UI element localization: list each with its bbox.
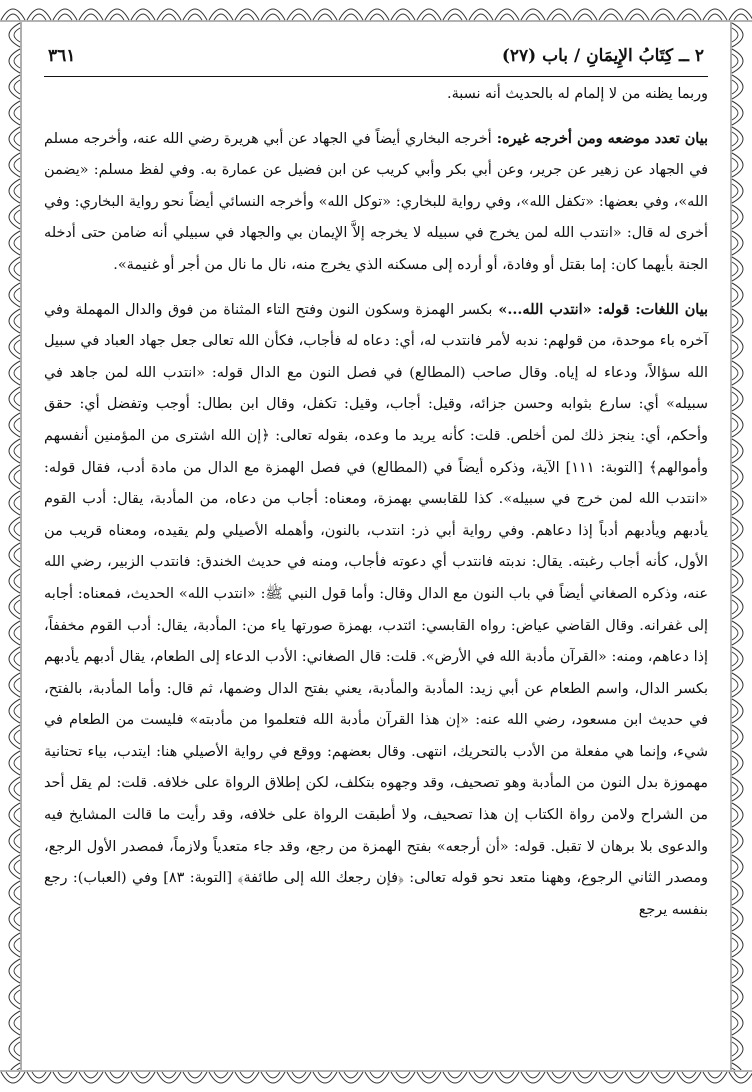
paragraph-text: وربما يظنه من لا إلمام له بالحديث أنه نسبة. — [447, 86, 708, 102]
paragraph-lexicon — [44, 294, 708, 927]
section-heading-lexicon: بيان اللغات: قوله: «انتدب الله...» — [492, 300, 708, 318]
paragraph-continuation — [44, 79, 708, 111]
body-text — [44, 77, 708, 926]
running-title: ٢ ــ كِتَابُ الإِيمَانِ / باب (٢٧) — [501, 46, 704, 66]
page-number: ٣٦١ — [48, 46, 76, 66]
page-header — [44, 46, 708, 77]
paragraph-text: أخرجه البخاري أيضاً في الجهاد عن أبي هريرة رضي الله عنه، وأخرجه مسلم في الجهاد عن زهير عن جرير، وعن أبي بكر وأبي كريب عن ابن فضيل عن عمارة به. وفي لفظ مسلم: «يضمن الله»، وفي بعضها: «تكفل الله»، وفي رواية للبخاري: «توكل الله» وأخرجه النسائي أيضاً نحو رواية البخاري: وفي أخرى له قال: «انتدب الله لمن يخرج في سبيله لا يخرجه إلاَّ الإيمان بي والجهاد في سبيلي أنه ضامن حتى أدخله الجنة بأيهما كان: إما بقتل أو وفادة، أو أرده إلى مسكنه الذي يخرج منه، نال ما نال من أجر أو غنيمة». — [44, 130, 708, 273]
decorative-border-bottom — [0, 1070, 752, 1092]
decorative-border-left — [0, 22, 22, 1070]
section-heading-sources: بيان تعدد موضعه ومن أخرجه غيره: — [491, 129, 708, 147]
decorative-border-top — [0, 0, 752, 22]
paragraph-text: بكسر الهمزة وسكون النون وفتح التاء المثناة من فوق والدال المهملة وفي آخره باء موحدة، من قولهم: ندبه لأمر فانتدب له، أي: دعاه له فأجاب، فكأن الله تعالى جعل جهاد العباد في سبيل الله سؤالاً، ودعاء له إياه. وقال صاحب (المطالع) في فصل النون مع الدال قوله: «انتدب الله لمن جاهد في سبيله» أي: سارع بثوابه وحسن جزائه، وقيل: أجاب، وقيل: تكفل، وقال ابن بطال: أوجب وتفضل أي: حقق وأحكم، أي: ينجز ذلك لمن أخلص. قلت: كأنه يريد ما وعده، بقوله تعالى: ﴿إن الله اشترى من المؤمنين أنفسهم وأموالهم﴾ [التوبة: ١١١] الآية، وذكره أيضاً في (المطالع) في فصل الهمزة مع الدال من مادة أدب، فقال قوله: «انتدب الله لمن خرج في سبيله». كذا للقابسي بهمزة، ومعناه: أجاب من دعاه، من المأدبة، يقال: أدب القوم يأدبهم ويأدبهم أدباً إذا دعاهم. وفي رواية أبي ذر: انتدب، بالنون، وأهمله الأصيلي ولم يقيده، ومعناه قريب من الأول، كأنه أجاب رغبته. يقال: ندبته فانتدب أي دعوته فأجاب، ومنه في حديث الخندق: فانتدب الزبير، رضي الله عنه، وذكره الصغاني أيضاً في باب النون مع الدال وقال: وأما قول النبي ﷺ: «انتدب الله» الحديث، فمعناه: أجابه إلى غفرانه. وقال القاضي عياض: رواه القابسي: ائتدب، بهمزة صورتها ياء من: المأدبة، يقال: أدب القوم مخففاً، إذا دعاهم، ومنه: «القرآن مأدبة الله في الأرض». قلت: قال الصغاني: الأدب الدعاء إلى الطعام، يقال أدبهم يأدبهم بكسر الدال، واسم الطعام عن أبي زيد: المأدبة والمأدبة، يعني بفتح الدال وضمها، ثم قال: وأما المأدبة، بالفتح، في حديث ابن مسعود، رضي الله عنه: «إن هذا القرآن مأدبة الله فتعلموا من مأدبته» فليست من الطعام في شيء، وإنما هي مفعلة من الأدب بالتحريك، انتهى. وقال بعضهم: ووقع في رواية الأصيلي هنا: ايتدب، بياء تحتانية مهموزة بدل النون من المأدبة وهو تصحيف، وقد وجهوه بتكلف، لكن إطلاق الرواة على خلافه. قلت: لم يقل أحد من الشراح ولامن رواة الكتاب إن هذا تصحيف، ولا أطبقت الرواة على خلافه، وقد رأيت ما قالت المشايخ فيه والدعوى بلا برهان لا تقبل. قوله: «أن أرجعه» بفتح الهمزة من رجع، وقد جاء متعدياً ولازماً، فمصدر الأول الرجع، ومصدر الثاني الرجوع، وههنا متعد نحو قوله تعالى: ﴿فإن رجعك الله إلى طائفة﴾ [التوبة: ٨٣] وفي (العباب): رجع بنفسه يرجع — [44, 301, 709, 918]
paragraph-sources — [44, 123, 708, 282]
decorative-border-right — [730, 22, 752, 1070]
book-page — [44, 46, 708, 1046]
